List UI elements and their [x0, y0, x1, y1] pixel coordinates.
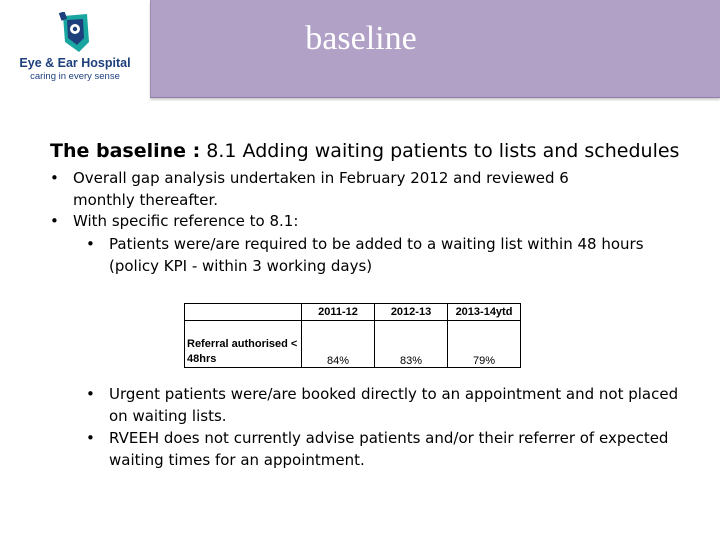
bullet-icon: •	[86, 429, 95, 447]
bullet-icon: •	[86, 235, 95, 253]
heading-bold: The baseline :	[50, 140, 201, 162]
table-cell: 83%	[375, 321, 448, 368]
bullet-icon: •	[50, 169, 59, 187]
table-cell: 84%	[302, 321, 375, 368]
bullet-icon: •	[50, 212, 59, 230]
kpi-table	[184, 303, 521, 368]
title-banner	[150, 0, 720, 98]
section-heading	[50, 140, 679, 162]
bullet-icon: •	[86, 385, 95, 403]
eye-ear-logo-icon	[57, 12, 93, 54]
table-header-cell: 2012-13	[375, 304, 448, 321]
heading-text: 8.1 Adding waiting patients to lists and schedules	[200, 140, 680, 162]
bullet-text: Urgent patients were/are booked directly to an appointment and not placed on waiting lists.	[109, 385, 679, 425]
row-label: Referral authorised < 48hrs	[185, 321, 302, 368]
table-header-cell	[185, 304, 302, 321]
table-header-cell: 2013-14ytd	[448, 304, 521, 321]
table-row	[185, 321, 521, 368]
table-header-row	[185, 304, 521, 321]
bullet-text: Overall gap analysis undertaken in February 2012 and reviewed 6 monthly thereafter.	[73, 169, 569, 209]
bullet-text: Patients were/are required to be added to a waiting list within 48 hours (policy KPI - within 3 working days)	[109, 235, 644, 275]
logo-tagline: caring in every sense	[30, 71, 120, 82]
bullet-text: RVEEH does not currently advise patients and/or their referrer of expected waiting times for an appointment.	[109, 429, 669, 469]
table-cell: 79%	[448, 321, 521, 368]
slide-title: baseline	[305, 20, 417, 57]
hospital-logo	[0, 0, 150, 98]
logo-name: Eye & Ear Hospital	[19, 56, 131, 70]
table-header-cell: 2011-12	[302, 304, 375, 321]
bullet-text: With specific reference to 8.1:	[73, 212, 299, 230]
